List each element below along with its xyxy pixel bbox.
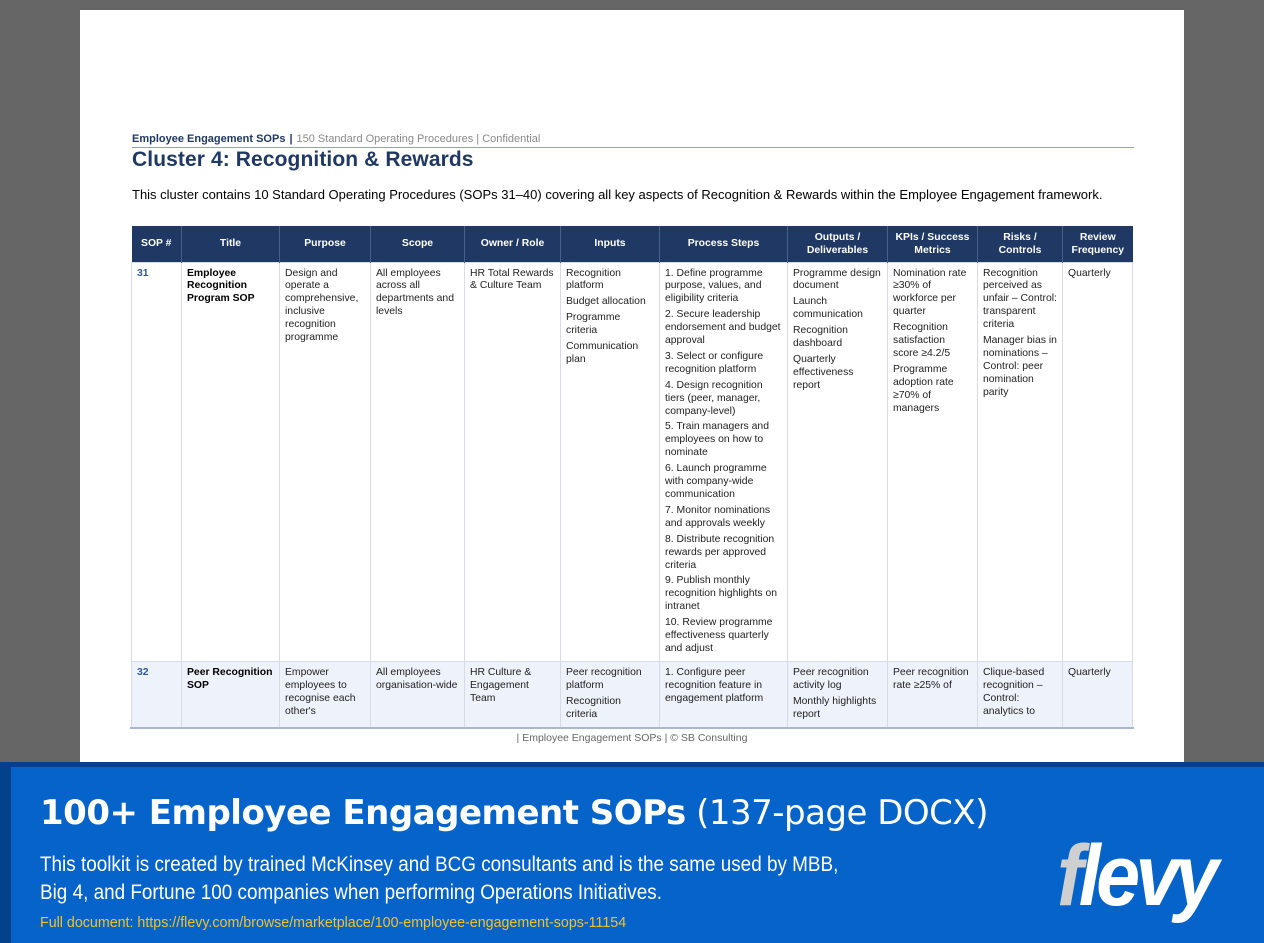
banner-description: This toolkit is created by trained McKinsey and BCG consultants and is the same used by MBB, Big 4, and Fortune 100 companies when performing Operations Initiatives. (40, 853, 839, 904)
logo-f: f (1057, 828, 1079, 924)
input-item: Recognition platform (566, 267, 621, 292)
output-item: Quarterly effectiveness report (793, 353, 854, 391)
full-document-link[interactable]: Full document: https://flevy.com/browse/marketplace/100-employee-engagement-sops-11154 (40, 914, 627, 931)
col-risks: Risks / Controls (978, 226, 1063, 262)
header-subtitle: 150 Standard Operating Procedures | Confidential (296, 133, 541, 145)
sop-outputs (788, 661, 888, 727)
input-item: Recognition criteria (566, 695, 621, 720)
sop-review: Quarterly (1063, 661, 1133, 727)
header-brand: Employee Engagement SOPs (132, 133, 286, 145)
output-item: Recognition dashboard (793, 325, 848, 350)
input-item: Communication plan (566, 341, 639, 365)
sop-purpose: Empower employees to recognise each other's (280, 661, 371, 727)
step-item: 10. Review programme effectiveness quarterly and adjust (665, 617, 773, 654)
page-title: Cluster 4: Recognition & Rewards (132, 148, 474, 171)
sop-risks (978, 661, 1063, 727)
logo-rest: levy (1078, 828, 1215, 924)
kpi-item: Nomination rate ≥30% of workforce per quarter (893, 267, 967, 318)
sop-title: Employee Recognition Program SOP (182, 262, 280, 661)
sop-steps (660, 661, 788, 727)
risk-item: Manager bias in nominations – Control: peer nomination parity (983, 335, 1057, 398)
output-item: Programme design document (793, 267, 881, 292)
col-review: Review Frequency (1063, 226, 1133, 262)
input-item: Budget allocation (566, 296, 646, 308)
promo-banner (0, 762, 1264, 943)
step-item: 6. Launch programme with company-wide communication (665, 463, 767, 500)
step-item: 9. Publish monthly recognition highlights on intranet (665, 575, 778, 613)
document-page (80, 10, 1184, 762)
banner-title-light: (137-page DOCX) (696, 793, 988, 833)
output-item: Launch communication (793, 296, 863, 321)
header-separator: | (289, 133, 293, 145)
document-header (132, 133, 1134, 148)
step-item: 1. Configure peer recognition feature in engagement platform (665, 666, 764, 704)
sop-number: 32 (132, 661, 182, 727)
sop-kpis (888, 661, 978, 727)
sop-inputs (561, 262, 660, 661)
document-footer: | Employee Engagement SOPs | © SB Consulting (130, 727, 1134, 744)
step-item: 4. Design recognition tiers (peer, manager, company-level) (665, 379, 763, 417)
sop-steps (660, 262, 788, 661)
sop-review: Quarterly (1063, 262, 1133, 661)
risk-item: Recognition perceived as unfair – Control: transparent criteria (983, 267, 1057, 331)
step-item: 2. Secure leadership endorsement and budget approval (665, 309, 781, 347)
input-item: Programme criteria (566, 312, 621, 337)
kpi-item: Programme adoption rate ≥70% of managers (893, 363, 954, 414)
sop-owner: HR Total Rewards & Culture Team (465, 262, 561, 661)
intro-paragraph: This cluster contains 10 Standard Operating Procedures (SOPs 31–40) covering all key aspects of Recognition & Rewards within the Employee Engagement framework. (132, 187, 1103, 202)
step-item: 5. Train managers and employees on how to nominate (665, 421, 769, 459)
kpi-item: Recognition satisfaction score ≥4.2/5 (893, 322, 951, 359)
col-outputs: Outputs / Deliverables (788, 226, 888, 262)
step-item: 1. Define programme purpose, values, and eligibility criteria (665, 267, 763, 305)
sop-risks (978, 262, 1063, 661)
sop-title: Peer Recognition SOP (182, 661, 280, 727)
table-row (132, 262, 1133, 661)
col-scope: Scope (371, 226, 465, 262)
sop-outputs (788, 262, 888, 661)
sop-scope: All employees across all departments and levels (371, 262, 465, 661)
sop-number: 31 (132, 262, 182, 661)
flevy-logo (1057, 828, 1215, 924)
col-inputs: Inputs (561, 226, 660, 262)
col-owner: Owner / Role (465, 226, 561, 262)
step-item: 7. Monitor nominations and approvals weekly (665, 504, 771, 529)
table-header-row (132, 226, 1133, 262)
sop-purpose: Design and operate a comprehensive, inclusive recognition programme (280, 262, 371, 661)
sop-owner: HR Culture & Engagement Team (465, 661, 561, 727)
output-item: Peer recognition activity log (793, 666, 869, 691)
sop-scope: All employees organisation-wide (371, 661, 465, 727)
banner-title (40, 793, 988, 833)
sop-kpis (888, 262, 978, 661)
step-item: 8. Distribute recognition rewards per approved criteria (665, 533, 775, 571)
kpi-item: Peer recognition rate ≥25% of (893, 666, 969, 691)
output-item: Monthly highlights report (793, 695, 877, 720)
banner-title-bold: 100+ Employee Engagement SOPs (40, 793, 686, 833)
input-item: Peer recognition platform (566, 666, 642, 691)
col-process-steps: Process Steps (660, 226, 788, 262)
col-sop-num: SOP # (132, 226, 182, 262)
sop-inputs (561, 661, 660, 727)
table-row (132, 661, 1133, 727)
risk-item: Clique-based recognition – Control: analytics to (983, 666, 1045, 717)
step-item: 3. Select or configure recognition platform (665, 350, 764, 375)
col-title: Title (182, 226, 280, 262)
col-kpis: KPIs / Success Metrics (888, 226, 978, 262)
sop-table (131, 226, 1133, 728)
col-purpose: Purpose (280, 226, 371, 262)
